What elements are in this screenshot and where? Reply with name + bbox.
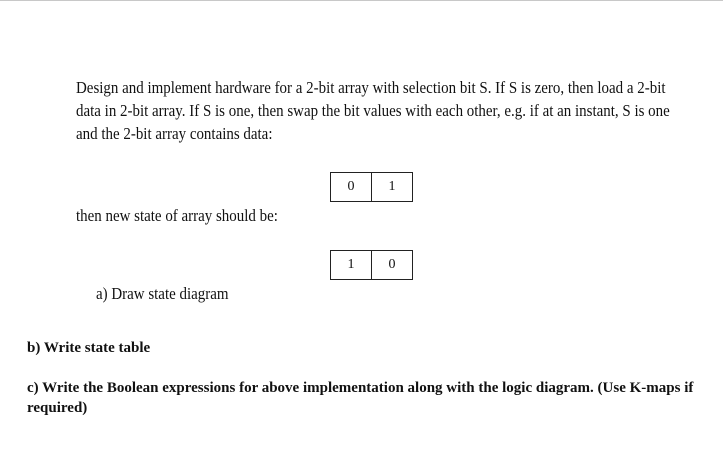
task-a: a) Draw state diagram xyxy=(96,284,229,303)
problem-line: data in 2-bit array. If S is one, then swap the bit values with each other, e.g. if at an instant, S is one xyxy=(76,101,670,120)
problem-line: Design and implement hardware for a 2-bit array with selection bit S. If S is zero, then load a 2-bit xyxy=(76,78,666,97)
top-divider xyxy=(0,0,723,1)
task-b: b) Write state table xyxy=(27,340,151,356)
array-cell: 0 xyxy=(347,179,355,194)
array-cell: 0 xyxy=(371,251,412,279)
problem-line: and the 2-bit array contains data: xyxy=(76,124,273,143)
problem-statement xyxy=(76,76,670,145)
then-text: then new state of array should be: xyxy=(76,206,278,225)
initial-array-box xyxy=(330,172,413,202)
array-cell: 1 xyxy=(371,173,412,201)
task-c: c) Write the Boolean expressions for above implementation along with the logic diagram. (Use K-maps if required) xyxy=(27,380,694,416)
new-array-box xyxy=(330,250,413,280)
array-cell: 1 xyxy=(347,257,355,272)
